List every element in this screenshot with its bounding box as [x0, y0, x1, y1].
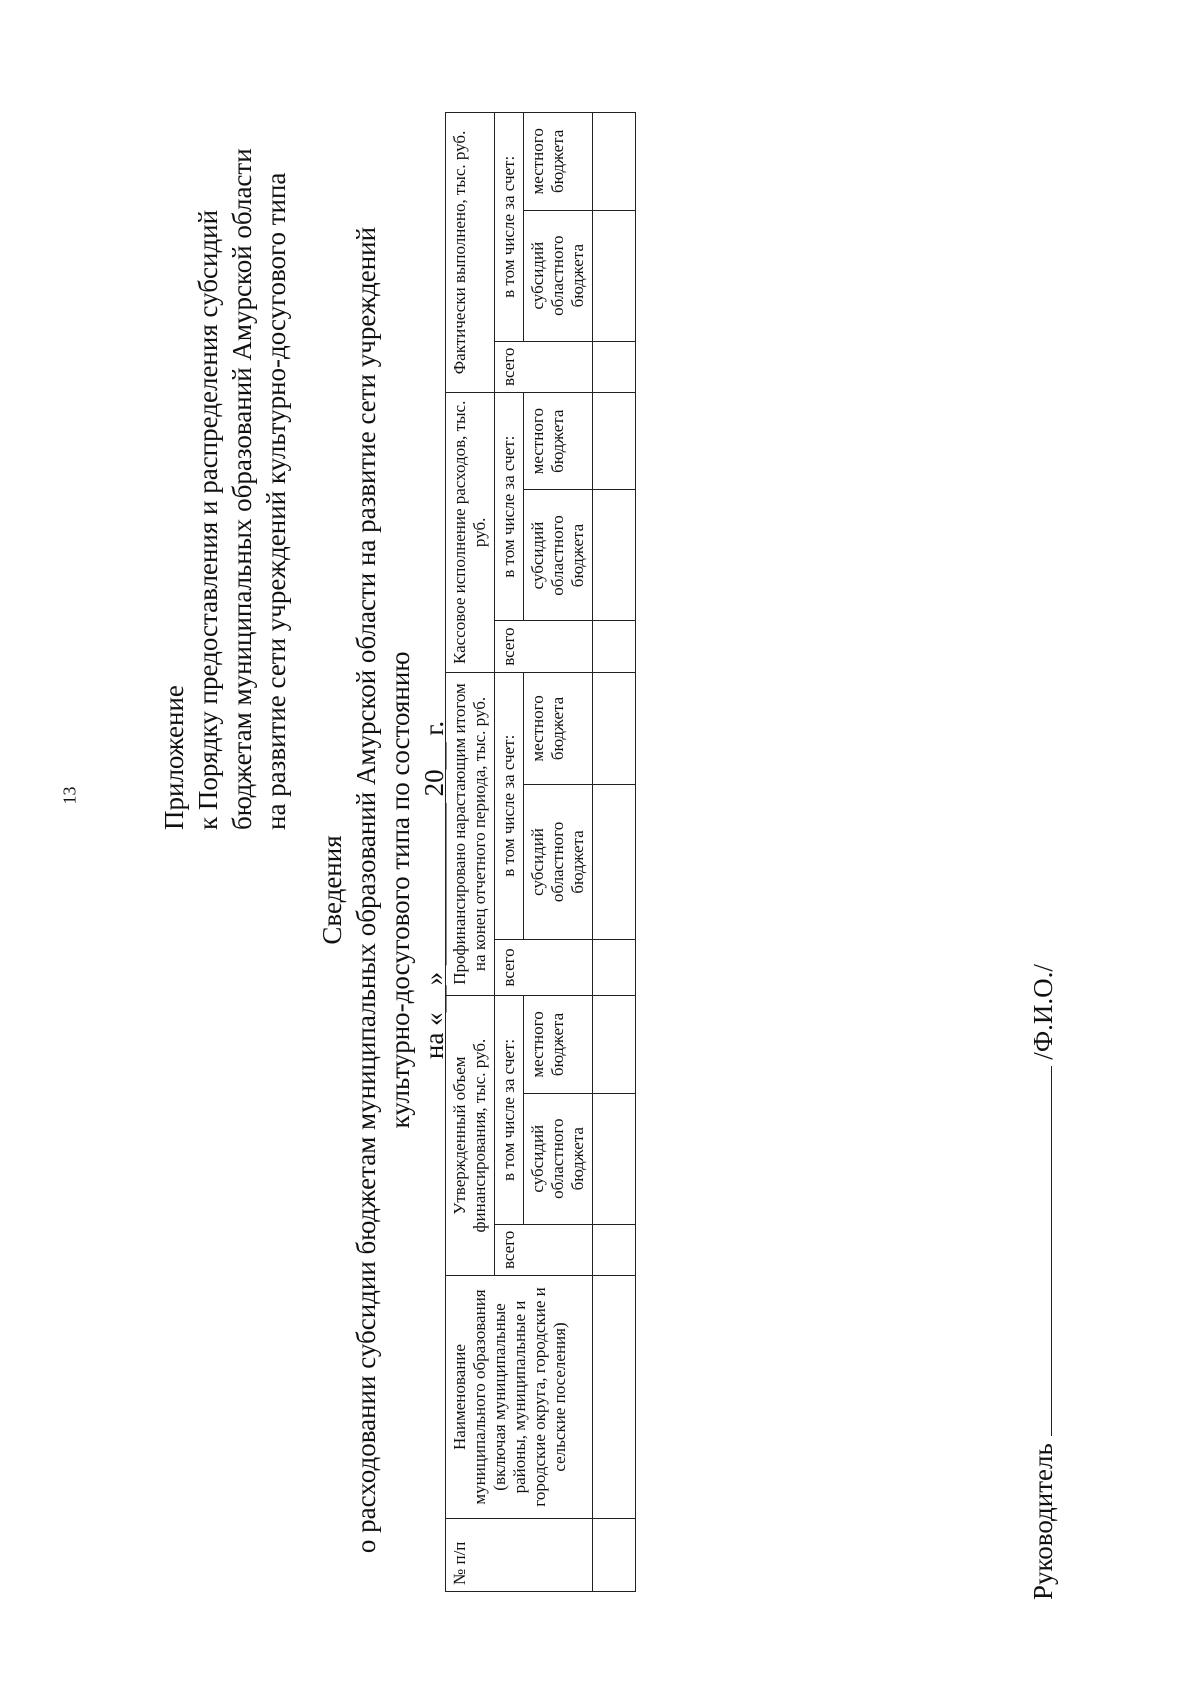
table-cell [593, 490, 636, 621]
header-regional-subsidy: субсидий областного бюджета [524, 490, 593, 621]
table-cell [593, 621, 636, 672]
table-cell [593, 392, 636, 490]
header-financed: Профинансировано нарастающим итогом на конец отчетного периода, тыс. руб. [446, 672, 495, 995]
table-cell [593, 341, 636, 392]
signature-label: Руководитель [1028, 1443, 1058, 1600]
page-number: 13 [59, 786, 80, 805]
table-cell [593, 672, 636, 784]
header-total: всего [495, 1224, 593, 1275]
signature-line [1027, 964, 1059, 1600]
header-regional-subsidy: субсидий областного бюджета [524, 210, 593, 341]
document-title [315, 180, 451, 1600]
header-regional-subsidy: субсидий областного бюджета [524, 785, 593, 940]
header-local-budget: местного бюджета [524, 996, 593, 1094]
table-cell [593, 1093, 636, 1224]
table-cell [593, 1276, 636, 1519]
appendix-line: к Порядку предоставления и распределения субсидий [193, 209, 223, 830]
header-local-budget: местного бюджета [524, 392, 593, 490]
header-total: всего [495, 939, 593, 995]
table-cell [593, 785, 636, 940]
title-heading: Сведения [317, 835, 347, 945]
header-approved-volume: Утвержденный объем финансирования, тыс. руб. [446, 996, 495, 1276]
header-number: № п/п [446, 1519, 593, 1592]
appendix-header [157, 148, 293, 830]
header-including: в том числе за счет: [495, 113, 524, 342]
report-table [445, 112, 636, 1592]
appendix-line: бюджетам муниципальных образований Амурской области [227, 148, 257, 830]
header-local-budget: местного бюджета [524, 672, 593, 784]
table-cell [593, 939, 636, 995]
table-cell [593, 210, 636, 341]
title-line: о расходовании субсидии бюджетам муниципальных образований Амурской области на развитие сети учреждений [351, 226, 381, 1554]
table-cell [593, 1224, 636, 1275]
appendix-title: Приложение [159, 685, 189, 830]
header-actually-done: Фактически выполнено, тыс. руб. [446, 113, 495, 393]
header-including: в том числе за счет: [495, 392, 524, 621]
header-local-budget: местного бюджета [524, 113, 593, 211]
header-cash-execution: Кассовое исполнение расходов, тыс. руб. [446, 392, 495, 672]
header-municipality-name: Наименование муниципального образования (включая муниципальные районы, муниципальные и городские округа, городские и сельские поселения) [446, 1276, 593, 1519]
signature-fio: /Ф.И.О./ [1028, 964, 1058, 1060]
table-cell [593, 1519, 636, 1592]
title-date-line: на «__» ____________ 20__ г. [419, 720, 449, 1060]
table-cell [593, 113, 636, 211]
header-total: всего [495, 341, 593, 392]
signature-blank [1027, 1066, 1052, 1436]
rotated-form [115, 100, 1200, 1620]
table-cell [593, 996, 636, 1094]
title-line: культурно-досугового типа по состоянию [385, 651, 415, 1129]
header-including: в том числе за счет: [495, 672, 524, 939]
appendix-line: на развитие сети учреждений культурно-досугового типа [261, 172, 291, 830]
header-including: в том числе за счет: [495, 996, 524, 1225]
header-regional-subsidy: субсидий областного бюджета [524, 1093, 593, 1224]
header-total: всего [495, 621, 593, 672]
table-row [593, 113, 636, 1592]
